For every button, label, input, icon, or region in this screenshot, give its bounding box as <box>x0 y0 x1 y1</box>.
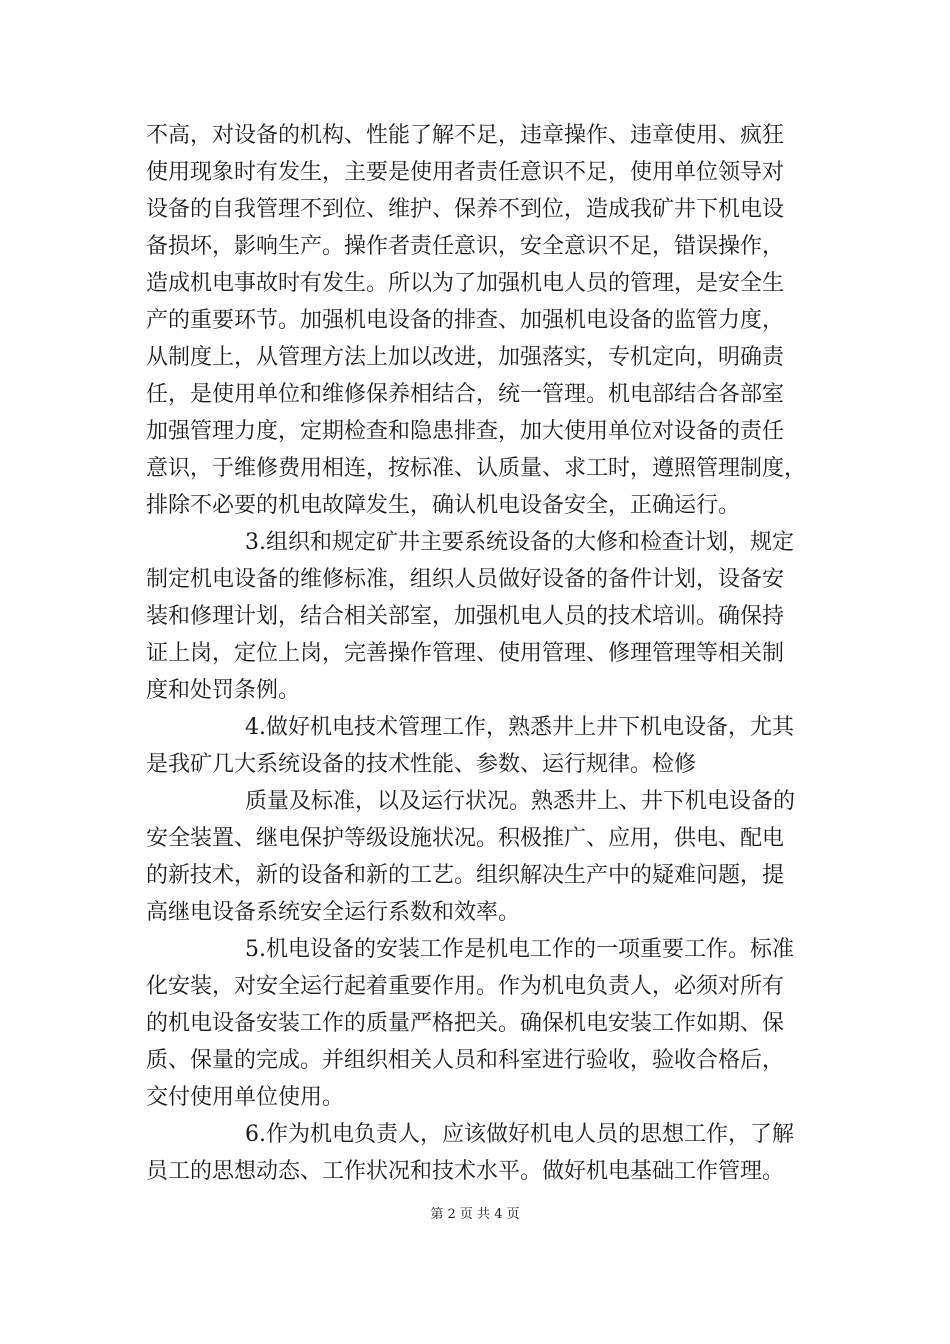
text-line: 3.组织和规定矿井主要系统设备的大修和检查计划，规定 <box>245 530 794 555</box>
text-line: 是我矿几大系统设备的技术性能、参数、运行规律。检修 <box>146 752 697 777</box>
text-line: 装和修理计划，结合相关部室，加强机电人员的技术培训。确保持 <box>146 604 785 629</box>
text-line: 从制度上，从管理方法上加以改进，加强落实，专机定向，明确责 <box>146 345 785 370</box>
text-line: 意识，于维修费用相连，按标准、认质量、求工时，遵照管理制度， <box>146 456 807 481</box>
text-line: 度和处罚条例。 <box>146 678 301 703</box>
text-line: 使用现象时有发生，主要是使用者责任意识不足，使用单位领导对 <box>146 160 785 185</box>
text-line: 化安装，对安全运行起着重要作用。作为机电负责人，必须对所有 <box>146 974 785 999</box>
text-line: 安全装置、继电保护等级设施状况。积极推广、应用，供电、配电 <box>146 826 785 851</box>
text-line: 的新技术，新的设备和新的工艺。组织解决生产中的疑难问题，提 <box>146 863 785 888</box>
text-line: 产的重要环节。加强机电设备的排查、加强机电设备的监管力度， <box>146 308 785 333</box>
text-line: 制定机电设备的维修标准，组织人员做好设备的备件计划，设备安 <box>146 567 785 592</box>
text-line: 证上岗，定位上岗，完善操作管理、使用管理、修理管理等相关制 <box>146 641 785 666</box>
text-line: 的机电设备安装工作的质量严格把关。确保机电安装工作如期、保 <box>146 1011 785 1036</box>
text-line: 任，是使用单位和维修保养相结合，统一管理。机电部结合各部室 <box>146 382 785 407</box>
text-line: 备损坏，影响生产。操作者责任意识，安全意识不足，错误操作， <box>146 234 785 259</box>
text-line: 造成机电事故时有发生。所以为了加强机电人员的管理，是安全生 <box>146 271 785 296</box>
text-line: 排除不必要的机电故障发生，确认机电设备安全，正确运行。 <box>146 493 741 518</box>
body-text <box>146 117 810 1190</box>
text-line: 交付使用单位使用。 <box>146 1085 345 1110</box>
text-line: 4.做好机电技术管理工作，熟悉井上井下机电设备，尤其 <box>245 715 794 740</box>
text-line: 5.机电设备的安装工作是机电工作的一项重要工作。标准 <box>245 937 794 962</box>
text-line: 员工的思想动态、工作状况和技术水平。做好机电基础工作管理。 <box>146 1159 785 1184</box>
text-line: 不高，对设备的机构、性能了解不足，违章操作、违章使用、疯狂 <box>146 123 785 148</box>
text-line: 质、保量的完成。并组织相关人员和科室进行验收，验收合格后， <box>146 1048 785 1073</box>
page-number-footer: 第 2 页 共 4 页 <box>430 1207 520 1222</box>
text-line: 设备的自我管理不到位、维护、保养不到位，造成我矿井下机电设 <box>146 197 785 222</box>
text-line: 高继电设备系统安全运行系数和效率。 <box>146 900 521 925</box>
text-line: 质量及标准，以及运行状况。熟悉井上、井下机电设备的 <box>245 789 796 814</box>
text-line: 6.作为机电负责人，应该做好机电人员的思想工作，了解 <box>245 1122 794 1147</box>
text-line: 加强管理力度，定期检查和隐患排查，加大使用单位对设备的责任 <box>146 419 785 444</box>
